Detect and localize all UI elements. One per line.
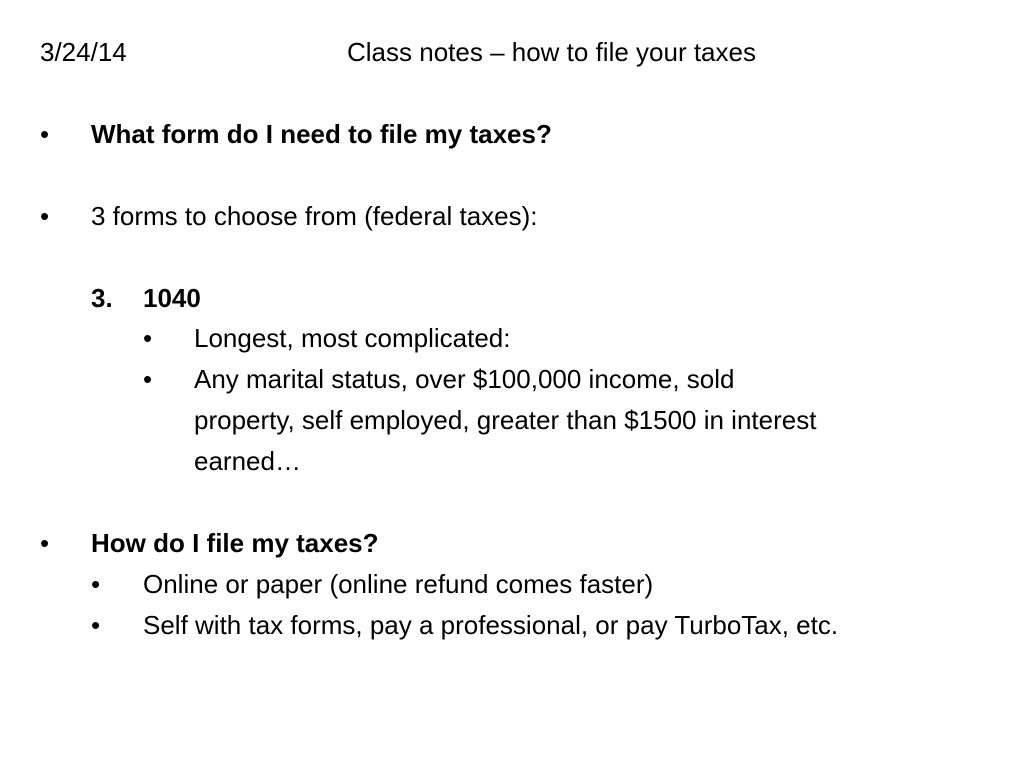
page-title: Class notes – how to file your taxes bbox=[347, 37, 756, 67]
forms-intro: 3 forms to choose from (federal taxes): bbox=[91, 201, 538, 231]
question-what-form: What form do I need to file my taxes? bbox=[91, 119, 552, 149]
filing-point-1: Online or paper (online refund comes faster) bbox=[143, 569, 654, 599]
bullet-marker: • bbox=[40, 119, 50, 149]
sub-bullet-marker: • bbox=[91, 610, 101, 640]
bullet-marker: • bbox=[40, 528, 50, 558]
filing-point-2: Self with tax forms, pay a professional, or pay TurboTax, etc. bbox=[143, 610, 839, 640]
sub-bullet-marker: • bbox=[91, 569, 101, 599]
form-number: 3. bbox=[91, 283, 113, 313]
form-point-2-line-2: property, self employed, greater than $1500 in interest bbox=[194, 405, 817, 435]
form-point-2-line-1: Any marital status, over $100,000 income, sold bbox=[194, 364, 735, 394]
sub-bullet-marker: • bbox=[143, 364, 153, 394]
form-point-2-line-3: earned… bbox=[194, 446, 301, 476]
form-name: 1040 bbox=[143, 283, 201, 313]
bullet-marker: • bbox=[40, 201, 50, 231]
question-how-file: How do I file my taxes? bbox=[91, 528, 379, 558]
date-label: 3/24/14 bbox=[40, 37, 127, 67]
form-point-1: Longest, most complicated: bbox=[194, 323, 511, 353]
sub-bullet-marker: • bbox=[143, 323, 153, 353]
